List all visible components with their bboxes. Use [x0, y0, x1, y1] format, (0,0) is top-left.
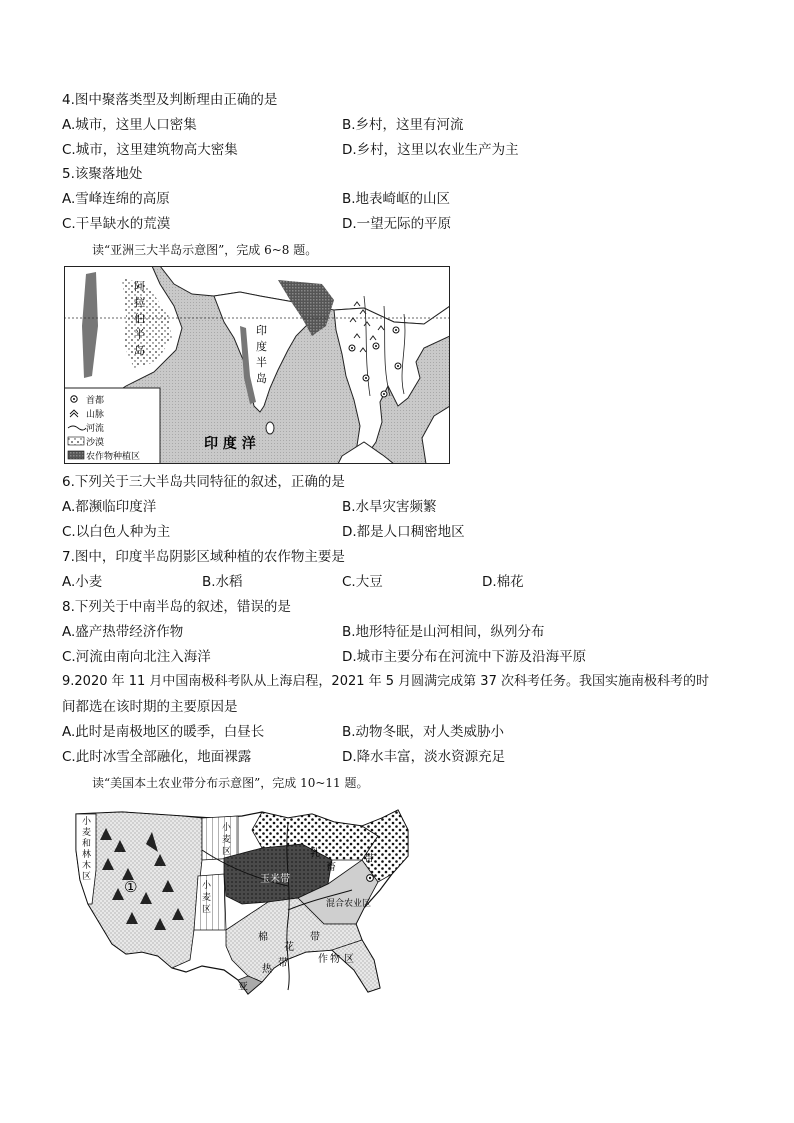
- wheat2-label-3: 区: [202, 905, 212, 915]
- cotton-label-1: 棉: [258, 932, 268, 943]
- q9-stem-line2: 间都选在该时期的主要原因是: [62, 699, 238, 715]
- crops-label-3: 区: [344, 954, 354, 965]
- pasture-label-6: 区: [82, 872, 92, 882]
- pasture-label-3: 和: [82, 839, 92, 849]
- q6-option-b: B.水旱灾害频繁: [342, 499, 437, 515]
- india-label-3: 半: [256, 356, 267, 369]
- legend-mountain: 山脉: [86, 410, 105, 420]
- pasture-label-2: 麦: [82, 828, 92, 838]
- q4-option-d: D.乡村，这里以农业生产为主: [342, 142, 519, 158]
- q7-stem: 7.图中，印度半岛阴影区域种植的农作物主要是: [62, 549, 345, 565]
- subtropic-label-1: 亚: [238, 982, 248, 993]
- q9-option-c: C.此时冰雪全部融化，地面裸露: [62, 749, 252, 765]
- desert-legend-icon: [68, 437, 84, 445]
- sri-lanka: [266, 422, 274, 434]
- india-label-1: 印: [256, 324, 267, 337]
- q8-option-c: C.河流由南向北注入海洋: [62, 649, 211, 665]
- dairy-label-1: 乳: [310, 848, 320, 859]
- wheat1-label-2: 麦: [222, 835, 232, 845]
- arab-label-3: 伯: [134, 312, 145, 325]
- india-label-4: 岛: [256, 372, 267, 385]
- q7-option-d: D.棉花: [482, 574, 524, 590]
- q4-option-c: C.城市，这里建筑物高大密集: [62, 142, 238, 158]
- q5-option-d: D.一望无际的平原: [342, 216, 452, 232]
- subtropic-label-3: 带: [278, 958, 288, 969]
- q4-option-a: A.城市，这里人口密集: [62, 117, 197, 133]
- corn-belt-label: 玉米带: [260, 874, 290, 885]
- india-label-2: 度: [256, 340, 267, 353]
- arab-label-4: 半: [134, 328, 145, 341]
- subtropic-label-2: 热: [262, 964, 272, 975]
- q6-option-a: A.都濒临印度洋: [62, 499, 157, 515]
- legend-crop: 农作物种植区: [86, 452, 141, 462]
- q9-option-b: B.动物冬眠，对人类威胁小: [342, 724, 505, 740]
- arab-label-1: 阿: [134, 280, 145, 293]
- dairy-label-2: 畜: [326, 862, 336, 873]
- q7-option-c: C.大豆: [342, 574, 383, 590]
- pasture-label-1: 小: [82, 817, 92, 827]
- legend-desert: 沙漠: [86, 438, 105, 448]
- instruction-map1: 读“亚洲三大半岛示意图”，完成 6~8 题。: [92, 243, 318, 257]
- q5-option-b: B.地表崎岖的山区: [342, 191, 451, 207]
- crop-legend-icon: [68, 451, 84, 459]
- q7-option-a: A.小麦: [62, 574, 103, 590]
- cotton-label-2: 花: [284, 942, 294, 953]
- pasture-label-4: 林: [82, 850, 92, 860]
- q8-option-d: D.城市主要分布在河流中下游及沿海平原: [342, 649, 587, 665]
- us-agriculture-map: [62, 800, 450, 1012]
- region-marker: ①: [124, 878, 138, 896]
- pasture-label-5: 木: [82, 861, 92, 871]
- dairy-label-3: 带: [364, 854, 374, 865]
- q6-stem: 6.下列关于三大半岛共同特征的叙述，正确的是: [62, 474, 345, 490]
- q9-option-a: A.此时是南极地区的暖季，白昼长: [62, 724, 265, 740]
- mixed-farming-label: 混合农业区: [326, 899, 372, 909]
- q5-option-a: A.雪峰连绵的高原: [62, 191, 170, 207]
- q5-stem: 5.该聚落地处: [62, 166, 143, 182]
- q9-option-d: D.降水丰富，淡水资源充足: [342, 749, 506, 765]
- ocean-label: 印 度 洋: [204, 436, 256, 452]
- q7-option-b: B.水稻: [202, 574, 243, 590]
- q4-stem: 4.图中聚落类型及判断理由正确的是: [62, 92, 278, 108]
- q9-stem-line1: 9.2020 年 11 月中国南极科考队从上海启程，2021 年 5 月圆满完成第 37 次科考任务。我国实施南极科考的时: [62, 674, 709, 689]
- q8-option-b: B.地形特征是山河相间，纵列分布: [342, 624, 545, 640]
- legend-river: 河流: [86, 424, 105, 434]
- wheat2-label-2: 麦: [202, 893, 212, 903]
- instruction-map2: 读“美国本土农业带分布示意图”，完成 10~11 题。: [92, 776, 369, 790]
- wheat2-label-1: 小: [202, 881, 212, 891]
- asia-peninsulas-map: [64, 266, 450, 464]
- legend-capital: 首都: [86, 396, 105, 406]
- crops-label-2: 物: [330, 954, 340, 965]
- q6-option-d: D.都是人口稠密地区: [342, 524, 465, 540]
- wheat1-label-3: 区: [222, 847, 232, 857]
- q6-option-c: C.以白色人种为主: [62, 524, 171, 540]
- arab-label-5: 岛: [134, 344, 145, 357]
- q4-option-b: B.乡村，这里有河流: [342, 117, 464, 133]
- q5-option-c: C.干旱缺水的荒漠: [62, 216, 171, 232]
- q8-stem: 8.下列关于中南半岛的叙述，错误的是: [62, 599, 291, 615]
- wheat1-label-1: 小: [222, 823, 232, 833]
- cotton-label-3: 带: [310, 932, 320, 943]
- q8-option-a: A.盛产热带经济作物: [62, 624, 184, 640]
- crops-label-1: 作: [318, 954, 328, 965]
- florida-subtropical-region: [332, 940, 380, 992]
- arab-label-2: 拉: [134, 296, 145, 309]
